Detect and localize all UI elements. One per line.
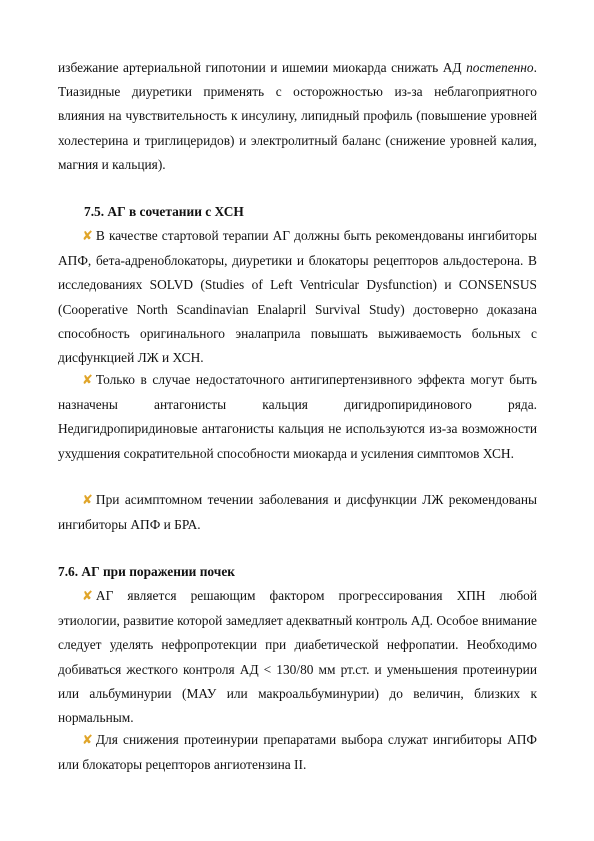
section-heading-7-5: 7.5. АГ в сочетании с ХСН (84, 204, 244, 219)
intro-text-start: избежание артериальной гипотонии и ишемии миокарда снижать АД (58, 60, 467, 75)
section-heading-7-6: 7.6. АГ при поражении почек (58, 564, 235, 579)
bullet-text: АГ является решающим фактором прогрессирования ХПН любой этиологии, развитие которой замедляет адекватный контроль АД. Особое внимание следует уделять нефропротекции при диабетической нефропатии. Необходимо добиваться жесткого контроля АД < 130/80 мм рт.ст. и уменьшения протеинурии или альбуминурии (МАУ или макроальбуминурии) до величин, близких к нормальным. (58, 588, 537, 726)
intro-emphasis: постепенно (466, 60, 534, 75)
bullet-paragraph (58, 368, 537, 466)
bullet-paragraph (58, 728, 537, 777)
cross-mark-icon: ✘ (82, 493, 93, 508)
cross-mark-icon: ✘ (82, 373, 93, 388)
bullet-text: При асимптомном течении заболевания и дисфункции ЛЖ рекомендованы ингибиторы АПФ и БРА. (58, 492, 537, 533)
intro-paragraph (58, 56, 537, 177)
cross-mark-icon: ✘ (82, 733, 93, 748)
bullet-text: Только в случае недостаточного антигипертензивного эффекта могут быть назначены антагонисты кальция дигидропиридинового ряда. Недигидропиридиновые антагонисты кальция не используются из-за возможности ухудшения сократительной способности миокарда и усиления симптомов ХСН. (58, 372, 537, 461)
bullet-paragraph (58, 488, 537, 537)
intro-text-end: . Тиазидные диуретики применять с осторожностью из-за неблагоприятного влияния на чувствительность к инсулину, липидный профиль (повышение уровней холестерина и триглицеридов) и электролитный баланс (снижение уровней калия, магния и кальция). (58, 60, 537, 172)
cross-mark-icon: ✘ (82, 589, 93, 604)
cross-mark-icon: ✘ (82, 229, 93, 244)
bullet-text: В качестве стартовой терапии АГ должны быть рекомендованы ингибиторы АПФ, бета-адреноблокаторы, диуретики и блокаторы рецепторов альдостерона. В исследованиях SOLVD (Studies of Left Ventricular Dysfunction) и CONSENSUS (Cooperative North Scandinavian Enalapril Survival Study) достоверно доказана способность оригинального эналаприла повышать выживаемость больных с дисфункцией ЛЖ и ХСН. (58, 228, 537, 366)
bullet-text: Для снижения протеинурии препаратами выбора служат ингибиторы АПФ или блокаторы рецепторов ангиотензина II. (58, 732, 537, 773)
bullet-paragraph (58, 224, 537, 370)
bullet-paragraph (58, 584, 537, 730)
